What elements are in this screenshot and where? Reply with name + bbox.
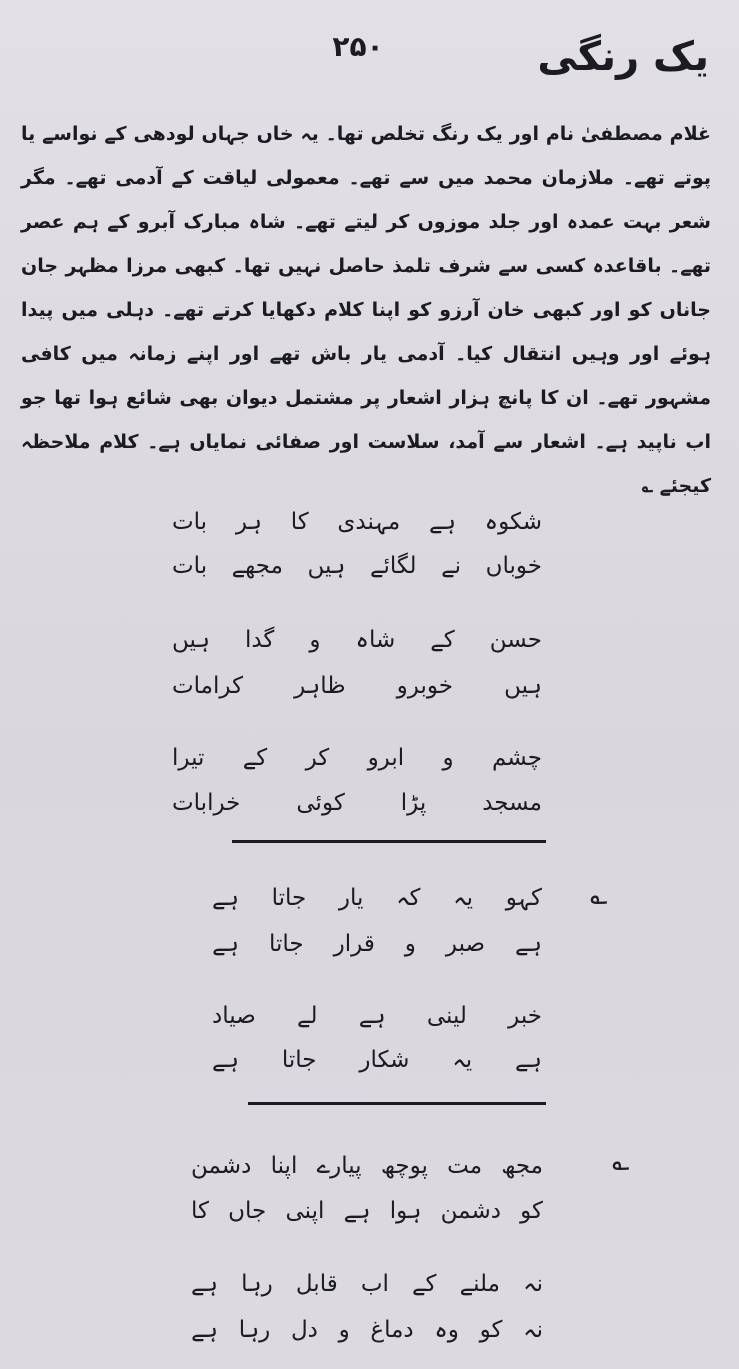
- verse-word: بات: [172, 553, 208, 579]
- verse-word: کر: [305, 745, 330, 771]
- verse-word: ہے: [212, 1047, 239, 1073]
- verse-word: کے: [242, 745, 268, 771]
- verse-word: ہے: [358, 1003, 386, 1029]
- verse-word: خرابات: [172, 790, 241, 816]
- verse-word: شکوہ: [484, 509, 542, 535]
- poem-3-line-2: [191, 1195, 543, 1227]
- verse-word: جاں: [228, 1198, 267, 1224]
- verse-word: ملنے: [459, 1271, 500, 1297]
- verse-word: پیارے: [316, 1153, 362, 1179]
- poem-2-line-2: [212, 928, 542, 960]
- poem-2-line-4: [212, 1044, 542, 1076]
- verse-word: کا: [290, 509, 309, 535]
- verse-word: شاہ: [355, 627, 396, 653]
- poem-1-line-2: [172, 550, 542, 582]
- verse-word: مہندی: [337, 509, 401, 535]
- verse-word: ہے: [428, 509, 456, 535]
- verse-word: خوباں: [485, 553, 542, 579]
- poem-2-marker: ؎: [590, 877, 608, 912]
- verse-word: و: [309, 627, 321, 653]
- verse-word: ہیں: [307, 553, 346, 579]
- verse-word: خوبرو: [396, 673, 453, 699]
- verse-word: مسجد: [482, 790, 542, 816]
- verse-word: رہا: [238, 1317, 271, 1343]
- section-divider-2: [248, 1102, 546, 1105]
- verse-word: جاتا: [269, 931, 304, 957]
- verse-word: ابرو: [367, 745, 405, 771]
- verse-word: لینی: [426, 1003, 467, 1029]
- verse-word: کو: [479, 1317, 503, 1343]
- verse-word: کے: [430, 627, 455, 653]
- verse-word: اپنا: [270, 1153, 298, 1179]
- verse-word: کہو: [505, 885, 542, 911]
- verse-word: پوچھ: [380, 1153, 428, 1179]
- verse-word: اپنی: [285, 1198, 325, 1224]
- poem-1-line-6: [172, 787, 542, 819]
- verse-word: کو: [520, 1198, 543, 1224]
- verse-word: چشم: [491, 745, 542, 771]
- verse-word: کا: [191, 1198, 209, 1224]
- poem-2-line-1: [212, 882, 542, 914]
- verse-word: صبر: [445, 931, 486, 957]
- poem-1-line-3: [172, 624, 542, 656]
- verse-word: صیاد: [212, 1003, 256, 1029]
- verse-word: و: [442, 745, 454, 771]
- verse-word: ہے: [515, 931, 542, 957]
- verse-word: لگائے: [369, 553, 417, 579]
- verse-word: پڑا: [400, 790, 427, 816]
- verse-word: دشمن: [191, 1153, 252, 1179]
- verse-word: دماغ: [370, 1317, 414, 1343]
- verse-word: گدا: [244, 627, 275, 653]
- verse-word: قابل: [295, 1271, 338, 1297]
- poem-3-line-1: [191, 1150, 543, 1182]
- verse-word: جاتا: [281, 1047, 317, 1073]
- verse-word: ہے: [212, 931, 240, 957]
- poem-3-marker: ؎: [612, 1143, 630, 1178]
- verse-word: کرامات: [172, 673, 244, 699]
- section-divider-1: [232, 840, 546, 843]
- verse-word: ہے: [191, 1317, 219, 1343]
- verse-word: ہوا: [389, 1198, 422, 1224]
- verse-word: یہ: [453, 885, 474, 911]
- verse-word: کوئی: [296, 790, 345, 816]
- verse-word: بات: [172, 509, 208, 535]
- verse-word: ہے: [212, 885, 239, 911]
- verse-word: لے: [296, 1003, 318, 1029]
- poem-1-line-5: [172, 742, 542, 774]
- verse-word: ہے: [343, 1198, 371, 1224]
- verse-word: ہے: [515, 1047, 542, 1073]
- intro-paragraph: غلام مصطفیٰ نام اور یک رنگ تخلص تھا۔ یہ خاں جہاں لودھی کے نواسے یا پوتے تھے۔ ملازمان محمد میں سے تھے۔ معمولی لیاقت کے آدمی تھے۔ مگر شعر بہت عمدہ اور جلد موزوں کر لیتے تھے۔ شاہ مبارک آبرو کے ہم عصر تھے۔ باقاعدہ کسی سے شرف تلمذ حاصل نہیں تھا۔ کبھی مرزا مظہر جان جاناں کو اور کبھی خان آرزو کو اپنا کلام دکھایا کرتے تھے۔ دہلی میں پیدا ہوئے اور وہیں انتقال کیا۔ آدمی یار باش تھے اور اپنے زمانہ میں کافی مشہور تھے۔ ان کا پانچ ہزار اشعار پر مشتمل دیوان بھی شائع ہوا تھا جو اب ناپید ہے۔ اشعار سے آمد، سلاست اور صفائی نمایاں ہے۔ کلام ملاحظہ کیجئے ؎: [21, 123, 711, 497]
- verse-word: تیرا: [172, 745, 205, 771]
- verse-word: و: [338, 1317, 350, 1343]
- poem-1-line-4: [172, 670, 542, 702]
- verse-word: جاتا: [271, 885, 307, 911]
- verse-word: رہا: [241, 1271, 273, 1297]
- poem-3-line-4: [191, 1314, 543, 1346]
- verse-word: کے: [412, 1271, 437, 1297]
- verse-word: ہر: [235, 509, 262, 535]
- poem-3-line-3: [191, 1268, 543, 1300]
- poem-1-line-1: [172, 506, 542, 538]
- verse-word: یار: [338, 885, 364, 911]
- verse-word: و: [404, 931, 416, 957]
- verse-word: خبر: [508, 1003, 542, 1029]
- verse-word: دل: [290, 1317, 318, 1343]
- verse-word: مجھے: [231, 553, 283, 579]
- verse-word: نہ: [523, 1317, 543, 1343]
- verse-word: نہ: [523, 1271, 543, 1297]
- poem-2-line-3: [212, 1000, 542, 1032]
- verse-word: کہ: [396, 885, 421, 911]
- verse-word: مجھ: [501, 1153, 543, 1179]
- verse-word: نے: [441, 553, 462, 579]
- verse-word: یہ: [452, 1047, 473, 1073]
- verse-word: وہ: [434, 1317, 459, 1343]
- verse-word: مت: [447, 1153, 483, 1179]
- page-number: ۲۵۰: [332, 30, 384, 63]
- verse-word: دشمن: [440, 1198, 501, 1224]
- chapter-title: یک رنگی: [537, 34, 709, 80]
- verse-word: ہے: [191, 1271, 218, 1297]
- verse-word: ہیں: [172, 627, 210, 653]
- verse-word: ظاہر: [294, 673, 346, 699]
- verse-word: حسن: [489, 627, 542, 653]
- verse-word: قرار: [333, 931, 375, 957]
- verse-word: شکار: [359, 1047, 410, 1073]
- verse-word: ہیں: [504, 673, 542, 699]
- verse-word: اب: [360, 1271, 389, 1297]
